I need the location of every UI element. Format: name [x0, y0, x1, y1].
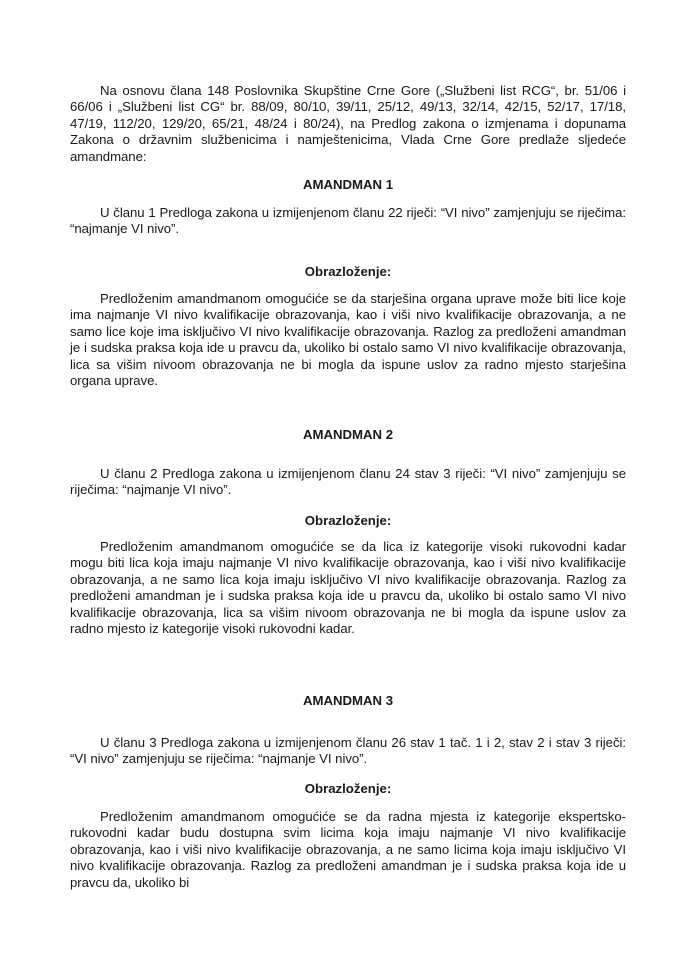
amendment-3-heading: AMANDMAN 3 — [302, 693, 394, 708]
amendment-1-text: U članu 1 Predloga zakona u izmijenjenom članu 22 riječi: “VI nivo” zamjenjuju se riječima: “najmanje VI nivo”. — [70, 205, 626, 237]
amendment-3-rationale: Predloženim amandmanom omogućiće se da radna mjesta iz kategorije ekspertsko-rukovodni kadar budu dostupna svim licima koja imaju najmanje VI nivo kvalifikacije obrazovanja, kao i viši nivo kvalifikacije obrazovanja, a ne samo licima koja imaju isključivo VI nivo kvalifikacije obrazovanja. Razlog za predloženi amandman je i sudska praksa koja ide u pravcu da, ukoliko bi — [70, 809, 626, 890]
amendment-2-rationale-heading: Obrazloženje: — [304, 513, 392, 528]
amendment-2-rationale: Predloženim amandmanom omogućiće se da lica iz kategorije visoki rukovodni kadar mogu biti lica koja imaju najmanje VI nivo kvalifikacije obrazovanja, kao i viši nivo kvalifikacije obrazovanja, a ne samo lica koja imaju isključivo VI nivo kvalifikacije obrazovanja. Razlog za predloženi amandman je i sudska praksa koja ide u pravcu da, ukoliko bi ostalo samo VI nivo kvalifikacije obrazovanja, lica sa višim nivoom obrazovanja ne bi mogla da ispune uslov za radno mjesto iz kategorije visoki rukovodni kadar. — [70, 539, 626, 637]
amendment-3-rationale-heading: Obrazloženje: — [304, 781, 392, 796]
amendment-3-text: U članu 3 Predloga zakona u izmijenjenom članu 26 stav 1 tač. 1 i 2, stav 2 i stav 3 riječi: “VI nivo” zamjenjuju se riječima: “najmanje VI nivo”. — [70, 735, 626, 767]
amendment-2-heading: AMANDMAN 2 — [302, 427, 394, 442]
amendment-1-rationale: Predloženim amandmanom omogućiće se da starješina organa uprave može biti lice koje ima najmanje VI nivo kvalifikacije obrazovanja, kao i viši nivo kvalifikacije obrazovanja, a ne samo lice koje ima isključivo VI nivo kvalifikacije obrazovanja. Razlog za predloženi amandman je i sudska praksa koja ide u pravcu da, ukoliko bi ostalo samo VI nivo kvalifikacije obrazovanja, lica sa višim nivoom obrazovanja ne bi mogla da ispune uslov za radno mjesto starješina organa uprave. — [70, 291, 626, 389]
amendment-2-text: U članu 2 Predloga zakona u izmijenjenom članu 24 stav 3 riječi: “VI nivo” zamjenjuju se riječima: “najmanje VI nivo”. — [70, 466, 626, 498]
amendment-1-rationale-heading: Obrazloženje: — [304, 264, 392, 279]
amendment-1-heading: AMANDMAN 1 — [302, 177, 394, 192]
intro-paragraph: Na osnovu člana 148 Poslovnika Skupštine Crne Gore („Službeni list RCG“, br. 51/06 i 66/06 i „Službeni list CG“ br. 88/09, 80/10, 39/11, 25/12, 49/13, 32/14, 42/15, 52/17, 17/18, 47/19, 112/20, 129/20, 65/21, 48/24 i 80/24), na Predlog zakona o izmjenama i dopunama Zakona o državnim službenicima i namještenicima, Vlada Crne Gore predlaže sljedeće amandmane: — [70, 83, 626, 164]
